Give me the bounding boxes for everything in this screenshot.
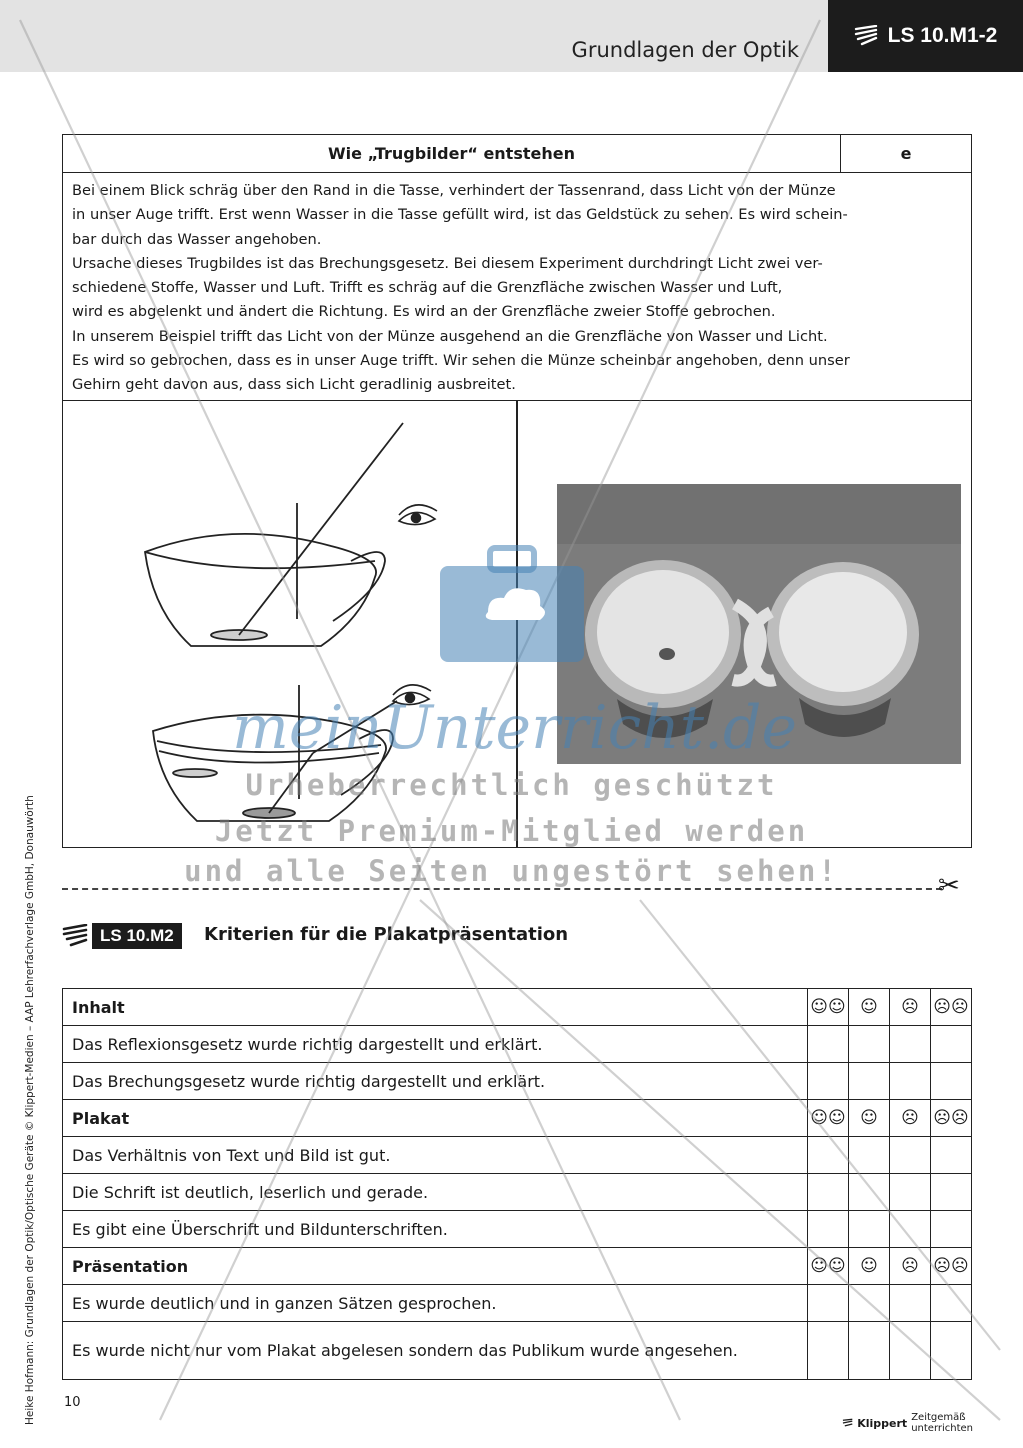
- klippert-logo-icon: [854, 25, 878, 47]
- rating-cell[interactable]: [931, 1063, 972, 1100]
- section-row-inhalt: [63, 989, 972, 1026]
- criterion-text: Das Brechungsgesetz wurde richtig dargestellt und erklärt.: [63, 1063, 808, 1100]
- rating-cell[interactable]: [890, 1322, 931, 1380]
- rating-cell[interactable]: [931, 1137, 972, 1174]
- m1-text-line: schiedene Stoffe, Wasser und Luft. Trifft es schräg auf die Grenzfläche zwischen Wasser und Luft,: [72, 279, 783, 297]
- criterion-text: Es wurde deutlich und in ganzen Sätzen gesprochen.: [63, 1285, 808, 1322]
- empty-cup-drawing: [145, 423, 403, 646]
- table-row: [63, 1285, 972, 1322]
- m1-text-line: Es wird so gebrochen, dass es in unser Auge trifft. Wir sehen die Münze scheinbar angehoben, denn unser: [72, 352, 850, 370]
- rating-cell[interactable]: [808, 1211, 849, 1248]
- rating-cell[interactable]: [890, 1174, 931, 1211]
- scissors-icon: ✂: [938, 871, 960, 901]
- rating-cell[interactable]: [890, 1211, 931, 1248]
- criterion-text: Das Reflexionsgesetz wurde richtig dargestellt und erklärt.: [63, 1026, 808, 1063]
- klippert-logo-icon: [842, 1418, 853, 1429]
- m2-title: Kriterien für die Plakatpräsentation: [204, 924, 569, 945]
- m1-text-line: Gehirn geht davon aus, dass sich Licht geradlinig ausbreitet.: [72, 376, 516, 394]
- klippert-logo-icon: [62, 924, 88, 948]
- criteria-table: [62, 988, 972, 1380]
- watermark-line: und alle Seiten ungestört sehen!: [184, 854, 839, 888]
- rating-bad: ☹: [890, 989, 931, 1026]
- page-number: 10: [64, 1395, 81, 1410]
- rating-cell[interactable]: [808, 1026, 849, 1063]
- table-row: [63, 1063, 972, 1100]
- footer-brand-name: Klippert: [857, 1416, 908, 1430]
- rating-bad: ☹: [890, 1100, 931, 1137]
- rating-cell[interactable]: [849, 1285, 890, 1322]
- rating-cell[interactable]: [849, 1026, 890, 1063]
- rating-cell[interactable]: [808, 1174, 849, 1211]
- m2-code: LS 10.M2: [92, 923, 182, 949]
- m1-text: [63, 173, 971, 401]
- rating-very-good: ☺☺: [808, 1248, 849, 1285]
- section-label: Plakat: [63, 1100, 808, 1137]
- footer-tagline: Zeitgemäß unterrichten: [911, 1412, 974, 1434]
- rating-cell[interactable]: [931, 1211, 972, 1248]
- watermark-line: Urheberrechtlich geschützt: [245, 768, 778, 802]
- rating-cell[interactable]: [808, 1285, 849, 1322]
- rating-cell[interactable]: [808, 1063, 849, 1100]
- criterion-text: Das Verhältnis von Text und Bild ist gut.: [63, 1137, 808, 1174]
- rating-cell[interactable]: [890, 1285, 931, 1322]
- section-row-plakat: [63, 1100, 972, 1137]
- header-title: Grundlagen der Optik: [571, 38, 799, 62]
- rating-cell[interactable]: [890, 1063, 931, 1100]
- sidebar-copyright: Heike Hofmann: Grundlagen der Optik/Optische Geräte © Klippert-Medien – AAP Lehrerfachverlage GmbH, Donauwörth: [24, 795, 36, 1425]
- rating-good: ☺: [849, 989, 890, 1026]
- section-label: Inhalt: [63, 989, 808, 1026]
- rating-cell[interactable]: [931, 1026, 972, 1063]
- watermark-line: Jetzt Premium-Mitglied werden: [214, 814, 809, 848]
- rating-cell[interactable]: [931, 1322, 972, 1380]
- rating-cell[interactable]: [931, 1174, 972, 1211]
- criterion-text: Es wurde nicht nur vom Plakat abgelesen sondern das Publikum wurde angesehen.: [63, 1322, 808, 1380]
- rating-good: ☺: [849, 1100, 890, 1137]
- rating-cell[interactable]: [849, 1174, 890, 1211]
- m1-text-line: wird es abgelenkt und ändert die Richtung. Es wird an der Grenzfläche zweier Stoffe gebrochen.: [72, 303, 776, 321]
- rating-cell[interactable]: [849, 1063, 890, 1100]
- rating-good: ☺: [849, 1248, 890, 1285]
- table-row: [63, 1211, 972, 1248]
- m2-badge: [62, 922, 182, 950]
- rating-very-good: ☺☺: [808, 1100, 849, 1137]
- rating-very-bad: ☹☹: [931, 989, 972, 1026]
- table-row: [63, 1137, 972, 1174]
- criterion-text: Es gibt eine Überschrift und Bildunterschriften.: [63, 1211, 808, 1248]
- criterion-text: Die Schrift ist deutlich, leserlich und gerade.: [63, 1174, 808, 1211]
- rating-cell[interactable]: [849, 1137, 890, 1174]
- rating-bad: ☹: [890, 1248, 931, 1285]
- rating-cell[interactable]: [890, 1137, 931, 1174]
- cut-line: [62, 888, 942, 890]
- header-code: LS 10.M1-2: [887, 24, 998, 47]
- rating-cell[interactable]: [931, 1285, 972, 1322]
- rating-cell[interactable]: [890, 1026, 931, 1063]
- table-row: [63, 1174, 972, 1211]
- eye-icon: [399, 505, 437, 525]
- footer-brand: [842, 1412, 1023, 1434]
- rating-cell[interactable]: [849, 1322, 890, 1380]
- m1-text-line: Ursache dieses Trugbildes ist das Brechungsgesetz. Bei diesem Experiment durchdringt Licht zwei ver-: [72, 254, 823, 272]
- rating-very-bad: ☹☹: [931, 1248, 972, 1285]
- rating-very-bad: ☹☹: [931, 1100, 972, 1137]
- m1-text-line: Bei einem Blick schräg über den Rand in die Tasse, verhindert der Tassenrand, dass Licht von der Münze: [72, 182, 836, 199]
- m1-title: Wie „Trugbilder“ entstehen: [63, 135, 841, 173]
- m1-text-line: in unser Auge trifft. Erst wenn Wasser in die Tasse gefüllt wird, ist das Geldstück zu sehen. Es wird schein-: [72, 206, 848, 224]
- rating-very-good: ☺☺: [808, 989, 849, 1026]
- watermark-logo: meinUnterricht.de: [232, 693, 797, 763]
- table-row: [63, 1026, 972, 1063]
- m1-letter: e: [841, 135, 971, 173]
- rating-cell[interactable]: [808, 1137, 849, 1174]
- table-row: [63, 1322, 972, 1380]
- rating-cell[interactable]: [849, 1211, 890, 1248]
- rating-cell[interactable]: [808, 1322, 849, 1380]
- header-code-badge: [828, 0, 1023, 72]
- m1-text-line: bar durch das Wasser angehoben.: [72, 230, 322, 248]
- m1-text-line: In unserem Beispiel trifft das Licht von der Münze ausgehend an die Grenzfläche von Wasser und Licht.: [72, 327, 828, 345]
- section-label: Präsentation: [63, 1248, 808, 1285]
- section-row-praesentation: [63, 1248, 972, 1285]
